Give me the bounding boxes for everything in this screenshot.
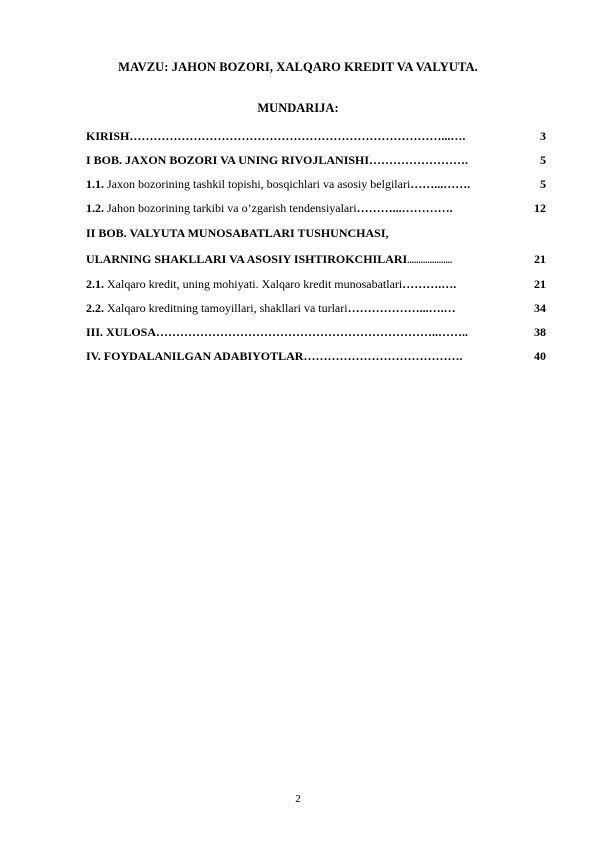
toc-entry-leader: .................... xyxy=(407,255,453,265)
toc-entry-kirish[interactable] xyxy=(86,124,546,148)
toc-entry-text: Xalqaro kreditning tamoyillari, shakllari va turlari xyxy=(104,301,348,315)
toc-entry-section-2-1[interactable] xyxy=(86,272,546,296)
toc-entry-page: 3 xyxy=(540,124,546,148)
toc-entry-chapter-2-line-1[interactable] xyxy=(86,220,546,246)
toc-entry-text: Jaxon bozorining tashkil topishi, bosqichlari va asosiy belgilari xyxy=(104,177,411,191)
toc-entry-leader: ……………………. xyxy=(369,153,469,167)
toc-entry-leader: ………………...….… xyxy=(347,301,456,315)
toc-entry-page: 21 xyxy=(534,272,546,296)
toc-entry-page: 5 xyxy=(540,148,546,172)
toc-entry-label: 2.2. xyxy=(86,301,104,315)
toc-entry-leader: …………………………………. xyxy=(303,349,463,363)
toc-entry-leader: ………...…………. xyxy=(356,201,453,215)
toc-entry-leader: ……...……. xyxy=(410,177,471,191)
toc-entry-section-1-2[interactable] xyxy=(86,196,546,220)
toc-entry-leader: ……………………………………………………………………...…. xyxy=(129,129,466,143)
toc-entry-conclusion[interactable] xyxy=(86,320,546,344)
toc-entry-label: I BOB. JAXON BOZORI VA UNING RIVOJLANISHI xyxy=(86,153,370,167)
toc-entry-chapter-2-line-2[interactable] xyxy=(86,246,546,272)
toc-entry-page: 5 xyxy=(540,172,546,196)
toc-entry-label: III. XULOSA xyxy=(86,325,157,339)
page-number: 2 xyxy=(295,793,301,805)
contents-heading: MUNDARIJA: xyxy=(257,101,339,115)
toc-entry-page: 34 xyxy=(534,296,546,320)
toc-entry-chapter-1[interactable] xyxy=(86,148,546,172)
toc-entry-label: II BOB. VALYUTA MUNOSABATLARI TUSHUNCHASI, xyxy=(86,226,389,240)
toc-entry-page: 12 xyxy=(534,196,546,220)
toc-entry-label: 1.2. xyxy=(86,201,104,215)
toc-entry-leader: ……………………………………………………………..…….. xyxy=(156,325,469,339)
document-title: MAVZU: JAHON BOZORI, XALQARO KREDIT VA VALYUTA. xyxy=(118,60,478,74)
toc-entry-leader: ……….…. xyxy=(402,277,457,291)
toc-entry-page: 40 xyxy=(534,344,546,368)
toc-entry-text: Xalqaro kredit, uning mohiyati. Xalqaro kredit munosabatlari xyxy=(104,277,403,291)
toc-entry-section-1-1[interactable] xyxy=(86,172,546,196)
toc-entry-label: ULARNING SHAKLLARI VA ASOSIY ISHTIROKCHILARI xyxy=(86,252,408,266)
toc-entry-references[interactable] xyxy=(86,344,546,368)
toc-entry-label: 2.1. xyxy=(86,277,104,291)
toc-entry-page: 21 xyxy=(534,246,546,272)
toc-entry-label: IV. FOYDALANILGAN ADABIYOTLAR xyxy=(86,349,304,363)
toc-entry-text: Jahon bozorining tarkibi va o’zgarish tendensiyalari xyxy=(104,201,357,215)
toc-entry-label: 1.1. xyxy=(86,177,104,191)
table-of-contents xyxy=(86,124,546,368)
toc-entry-page: 38 xyxy=(534,320,546,344)
toc-entry-label: KIRISH xyxy=(86,129,130,143)
toc-entry-section-2-2[interactable] xyxy=(86,296,546,320)
